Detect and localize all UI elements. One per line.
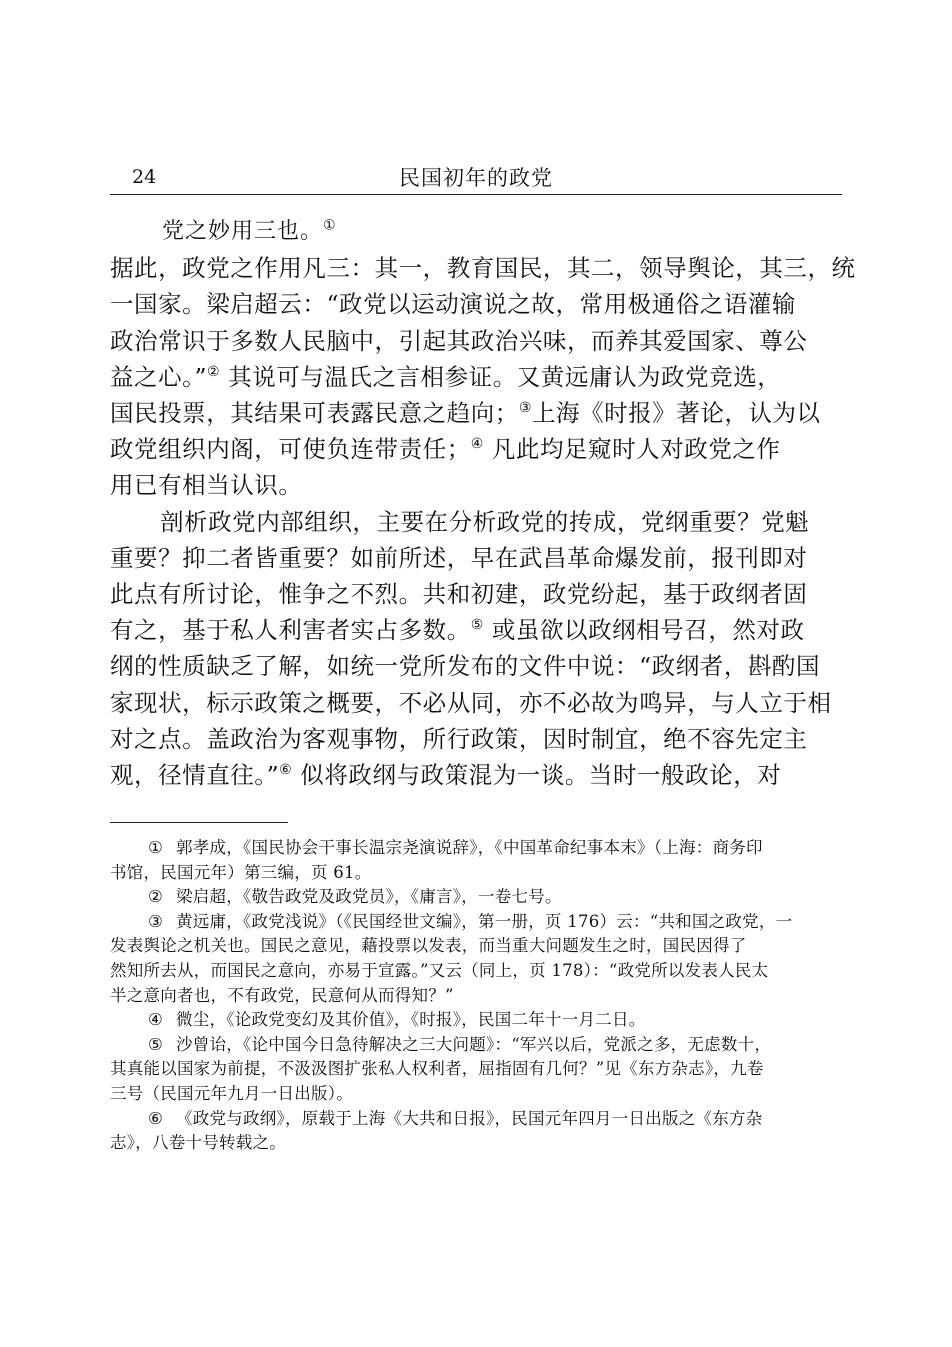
footnote-text: 三号（民国元年九月一日出版）。 xyxy=(110,1083,353,1103)
note-ref: ② xyxy=(207,363,221,380)
footnote-text: 《政党与政纲》，原载于上海《大共和日报》，民国元年四月一日出版之《东方杂 xyxy=(176,1108,763,1128)
footnote-text: 微尘，《论政党变幻及其价值》，《时报》，民国二年十一月二日。 xyxy=(176,1010,646,1030)
header-rule xyxy=(110,194,842,195)
footnote xyxy=(110,1033,842,1107)
body-line: 观，径情直往。”⑥ 似将政纲与政策混为一谈。当时一般政论，对 xyxy=(110,761,782,790)
footnote-mark: ② xyxy=(148,887,164,907)
footnote-text: 其真能以国家为前提，不汲汲图扩张私人权利者，屈指固有几何？”见《东方杂志》，九卷 xyxy=(110,1059,764,1079)
footnote xyxy=(110,1107,842,1156)
page-number: 24 xyxy=(132,166,157,188)
footnote-mark: ⑤ xyxy=(148,1034,164,1054)
body-line: 政党组织内阁，可使负连带责任；④ 凡此均足窥时人对政党之作 xyxy=(110,435,781,464)
body-line: 对之点。盖政治为客观事物，所行政策，因时制宜，绝不容先定主 xyxy=(110,724,808,753)
footnote xyxy=(110,910,842,1008)
note-ref: ⑤ xyxy=(470,617,484,634)
footnote-text: 书馆，民国元年）第三编，页 61。 xyxy=(110,862,372,882)
footnotes xyxy=(110,836,842,1156)
note-ref: ④ xyxy=(470,436,484,453)
body-line: 政治常识于多数人民脑中，引起其政治兴味，而养其爱国家、尊公 xyxy=(110,326,808,355)
body-line: 益之心。”② 其说可与温氏之言相参证。又黄远庸认为政党竞选， xyxy=(110,362,782,391)
page-header xyxy=(110,160,842,192)
footnote-text: 郭孝成，《国民协会干事长温宗尧演说辞》，《中国革命纪事本末》（上海：商务印 xyxy=(176,838,763,857)
footnote xyxy=(110,1008,842,1033)
body-line: 剖析政党内部组织，主要在分析政党的抟成，党纲重要？党魁 xyxy=(160,507,810,536)
footnote xyxy=(110,885,842,910)
body-text xyxy=(110,214,856,793)
footnote-mark: ① xyxy=(148,838,164,857)
footnote-text: 沙曾诒，《论中国今日急待解决之三大问题》：“军兴以后，党派之多，无虑数十， xyxy=(176,1034,772,1054)
body-line: 家现状，标示政策之概要，不必从同，亦不必故为鸣异，与人立于相 xyxy=(110,688,832,717)
body-line: 据此，政党之作用凡三：其一，教育国民，其二，领导舆论，其三，统 xyxy=(110,254,856,283)
footnote-mark: ③ xyxy=(148,911,164,931)
running-title: 民国初年的政党 xyxy=(399,166,553,190)
footnote-mark: ④ xyxy=(148,1010,164,1030)
footnote-text: 半之意向者也，不有政党，民意何从而得知？” xyxy=(110,985,454,1005)
body-line: 纲的性质缺乏了解，如统一党所发布的文件中说：“政纲者，斟酌国 xyxy=(110,652,821,681)
footnote-text: 然知所去从，而国民之意向，亦易于宣露。”又云（同上，页 178）：“政党所以发表人民太 xyxy=(110,960,769,980)
footnote-text: 志》，八卷十号转载之。 xyxy=(110,1133,286,1153)
body-line: 国民投票，其结果可表露民意之趋向；③上海《时报》著论，认为以 xyxy=(110,399,821,428)
footnote-mark: ⑥ xyxy=(148,1108,164,1128)
footnote-text: 梁启超，《敬告政党及政党员》，《庸言》，一卷七号。 xyxy=(176,887,562,907)
body-line: 用已有相当认识。 xyxy=(110,471,303,500)
body-line: 党之妙用三也。① xyxy=(162,217,337,244)
footnote-text: 黄远庸，《政党浅说》（《民国经世文编》，第一册，页 176）云：“共和国之政党，一 xyxy=(176,911,793,931)
body-line: 此点有所讨论，惟争之不烈。共和初建，政党纷起，基于政纲者固 xyxy=(110,580,808,609)
footnote-rule xyxy=(110,822,288,823)
note-ref: ③ xyxy=(518,400,532,417)
body-line: 重要？抑二者皆重要？如前所述，早在武昌革命爆发前，报刊即对 xyxy=(110,543,808,572)
note-ref: ① xyxy=(323,217,337,234)
footnote xyxy=(110,836,842,885)
body-line: 有之，基于私人利害者实占多数。⑤ 或虽欲以政纲相号召，然对政 xyxy=(110,616,805,645)
note-ref: ⑥ xyxy=(279,762,293,779)
footnote-text: 发表舆论之机关也。国民之意见，藉投票以发表，而当重大问题发生之时，国民因得了 xyxy=(110,936,747,956)
body-line: 一国家。梁启超云：“政党以运动演说之故，常用极通俗之语灌输 xyxy=(110,290,796,319)
